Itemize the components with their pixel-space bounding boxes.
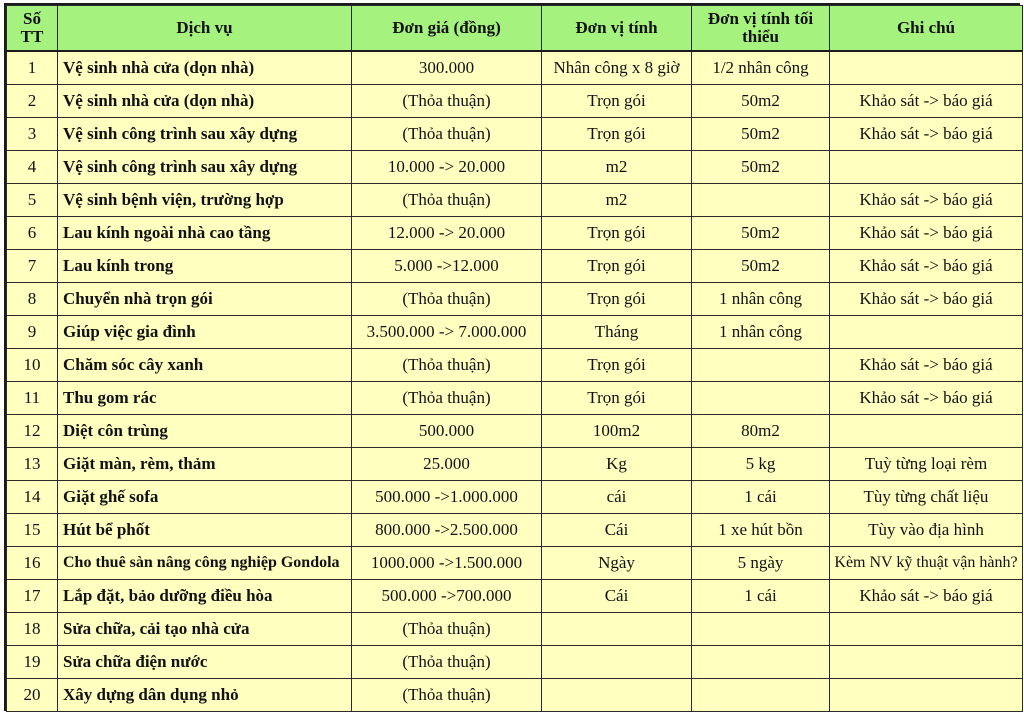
cell-stt: 10 (7, 349, 58, 382)
price-table-container (4, 3, 1020, 711)
cell-unit (542, 613, 692, 646)
cell-min-unit (692, 613, 830, 646)
cell-price: 12.000 -> 20.000 (352, 217, 542, 250)
cell-price: (Thỏa thuận) (352, 646, 542, 679)
cell-service: Thu gom rác (58, 382, 352, 415)
cell-min-unit: 5 kg (692, 448, 830, 481)
cell-price: 300.000 (352, 51, 542, 85)
table-row (7, 580, 1023, 613)
cell-price: (Thỏa thuận) (352, 283, 542, 316)
table-row (7, 217, 1023, 250)
table-row (7, 250, 1023, 283)
cell-price: (Thỏa thuận) (352, 349, 542, 382)
table-row (7, 382, 1023, 415)
cell-min-unit (692, 679, 830, 712)
cell-stt: 6 (7, 217, 58, 250)
cell-unit: Kg (542, 448, 692, 481)
cell-note (830, 613, 1023, 646)
cell-note: Khảo sát -> báo giá (830, 382, 1023, 415)
cell-stt: 15 (7, 514, 58, 547)
cell-stt: 13 (7, 448, 58, 481)
cell-service: Vệ sinh nhà cửa (dọn nhà) (58, 51, 352, 85)
table-row (7, 85, 1023, 118)
header-min-unit: Đơn vị tính tối thiểu (692, 6, 830, 52)
table-row (7, 514, 1023, 547)
cell-price: (Thỏa thuận) (352, 613, 542, 646)
cell-service: Cho thuê sàn nâng công nghiệp Gondola (58, 547, 352, 580)
cell-unit: Trọn gói (542, 217, 692, 250)
cell-unit: Cái (542, 580, 692, 613)
cell-stt: 16 (7, 547, 58, 580)
table-row (7, 118, 1023, 151)
cell-note: Khảo sát -> báo giá (830, 250, 1023, 283)
cell-unit: m2 (542, 151, 692, 184)
cell-note: Khảo sát -> báo giá (830, 283, 1023, 316)
cell-stt: 7 (7, 250, 58, 283)
price-table (6, 5, 1023, 712)
cell-min-unit: 5 ngày (692, 547, 830, 580)
cell-stt: 1 (7, 51, 58, 85)
cell-unit: cái (542, 481, 692, 514)
cell-unit: Trọn gói (542, 382, 692, 415)
cell-note (830, 415, 1023, 448)
cell-note (830, 679, 1023, 712)
cell-unit: 100m2 (542, 415, 692, 448)
table-row (7, 679, 1023, 712)
header-row (7, 6, 1023, 52)
cell-note: Tuỳ từng loại rèm (830, 448, 1023, 481)
cell-price: 500.000 ->1.000.000 (352, 481, 542, 514)
table-row (7, 283, 1023, 316)
cell-note: Khảo sát -> báo giá (830, 184, 1023, 217)
header-note: Ghi chú (830, 6, 1023, 52)
header-unit: Đơn vị tính (542, 6, 692, 52)
cell-min-unit (692, 184, 830, 217)
cell-stt: 18 (7, 613, 58, 646)
cell-stt: 5 (7, 184, 58, 217)
cell-unit: Trọn gói (542, 250, 692, 283)
cell-service: Vệ sinh bệnh viện, trường hợp (58, 184, 352, 217)
cell-service: Chăm sóc cây xanh (58, 349, 352, 382)
cell-service: Xây dựng dân dụng nhỏ (58, 679, 352, 712)
cell-price: 10.000 -> 20.000 (352, 151, 542, 184)
cell-note: Khảo sát -> báo giá (830, 118, 1023, 151)
cell-min-unit (692, 382, 830, 415)
cell-note: Tùy từng chất liệu (830, 481, 1023, 514)
cell-service: Sửa chữa điện nước (58, 646, 352, 679)
cell-unit (542, 646, 692, 679)
cell-unit: Trọn gói (542, 85, 692, 118)
cell-min-unit: 50m2 (692, 151, 830, 184)
cell-price: (Thỏa thuận) (352, 85, 542, 118)
cell-price: (Thỏa thuận) (352, 679, 542, 712)
table-row (7, 151, 1023, 184)
cell-price: 1000.000 ->1.500.000 (352, 547, 542, 580)
table-row (7, 481, 1023, 514)
cell-min-unit: 1 cái (692, 580, 830, 613)
header-price: Đơn giá (đồng) (352, 6, 542, 52)
cell-price: 5.000 ->12.000 (352, 250, 542, 283)
cell-price: (Thỏa thuận) (352, 184, 542, 217)
header-stt: Số TT (7, 6, 58, 52)
cell-stt: 3 (7, 118, 58, 151)
cell-stt: 11 (7, 382, 58, 415)
cell-unit: Cái (542, 514, 692, 547)
table-row (7, 547, 1023, 580)
cell-min-unit: 50m2 (692, 250, 830, 283)
cell-stt: 17 (7, 580, 58, 613)
cell-min-unit: 1/2 nhân công (692, 51, 830, 85)
cell-stt: 20 (7, 679, 58, 712)
table-row (7, 316, 1023, 349)
cell-min-unit (692, 349, 830, 382)
cell-note: Tùy vào địa hình (830, 514, 1023, 547)
cell-service: Lau kính trong (58, 250, 352, 283)
table-row (7, 448, 1023, 481)
cell-stt: 4 (7, 151, 58, 184)
cell-unit: Tháng (542, 316, 692, 349)
cell-unit: Ngày (542, 547, 692, 580)
cell-service: Diệt côn trùng (58, 415, 352, 448)
cell-min-unit (692, 646, 830, 679)
cell-service: Vệ sinh công trình sau xây dựng (58, 151, 352, 184)
cell-note: Khảo sát -> báo giá (830, 85, 1023, 118)
cell-min-unit: 1 nhân công (692, 283, 830, 316)
cell-unit: Trọn gói (542, 349, 692, 382)
cell-stt: 8 (7, 283, 58, 316)
cell-note: Kèm NV kỹ thuật vận hành? (830, 547, 1023, 580)
cell-price: 25.000 (352, 448, 542, 481)
cell-unit (542, 679, 692, 712)
cell-service: Lắp đặt, bảo dưỡng điều hòa (58, 580, 352, 613)
cell-unit: Nhân công x 8 giờ (542, 51, 692, 85)
cell-price: 500.000 (352, 415, 542, 448)
cell-note (830, 316, 1023, 349)
table-row (7, 646, 1023, 679)
cell-service: Sửa chữa, cải tạo nhà cửa (58, 613, 352, 646)
header-service: Dịch vụ (58, 6, 352, 52)
cell-note (830, 151, 1023, 184)
cell-price: 3.500.000 -> 7.000.000 (352, 316, 542, 349)
cell-unit: Trọn gói (542, 118, 692, 151)
cell-stt: 12 (7, 415, 58, 448)
cell-service: Vệ sinh công trình sau xây dựng (58, 118, 352, 151)
cell-min-unit: 1 nhân công (692, 316, 830, 349)
cell-min-unit: 80m2 (692, 415, 830, 448)
cell-service: Giặt ghế sofa (58, 481, 352, 514)
cell-min-unit: 50m2 (692, 118, 830, 151)
cell-service: Giúp việc gia đình (58, 316, 352, 349)
cell-min-unit: 1 cái (692, 481, 830, 514)
cell-stt: 14 (7, 481, 58, 514)
cell-price: (Thỏa thuận) (352, 118, 542, 151)
cell-note: Khảo sát -> báo giá (830, 580, 1023, 613)
table-row (7, 349, 1023, 382)
cell-min-unit: 50m2 (692, 85, 830, 118)
table-row (7, 613, 1023, 646)
cell-price: (Thỏa thuận) (352, 382, 542, 415)
cell-unit: Trọn gói (542, 283, 692, 316)
cell-note (830, 646, 1023, 679)
cell-min-unit: 50m2 (692, 217, 830, 250)
cell-note: Khảo sát -> báo giá (830, 217, 1023, 250)
table-row (7, 415, 1023, 448)
cell-price: 800.000 ->2.500.000 (352, 514, 542, 547)
cell-note: Khảo sát -> báo giá (830, 349, 1023, 382)
cell-service: Lau kính ngoài nhà cao tầng (58, 217, 352, 250)
cell-stt: 19 (7, 646, 58, 679)
cell-unit: m2 (542, 184, 692, 217)
table-row (7, 184, 1023, 217)
cell-stt: 2 (7, 85, 58, 118)
table-row (7, 51, 1023, 85)
cell-service: Giặt màn, rèm, thảm (58, 448, 352, 481)
table-body (7, 51, 1023, 712)
cell-note (830, 51, 1023, 85)
cell-price: 500.000 ->700.000 (352, 580, 542, 613)
cell-service: Vệ sinh nhà cửa (dọn nhà) (58, 85, 352, 118)
cell-stt: 9 (7, 316, 58, 349)
cell-service: Hút bể phốt (58, 514, 352, 547)
cell-service: Chuyển nhà trọn gói (58, 283, 352, 316)
cell-min-unit: 1 xe hút bồn (692, 514, 830, 547)
